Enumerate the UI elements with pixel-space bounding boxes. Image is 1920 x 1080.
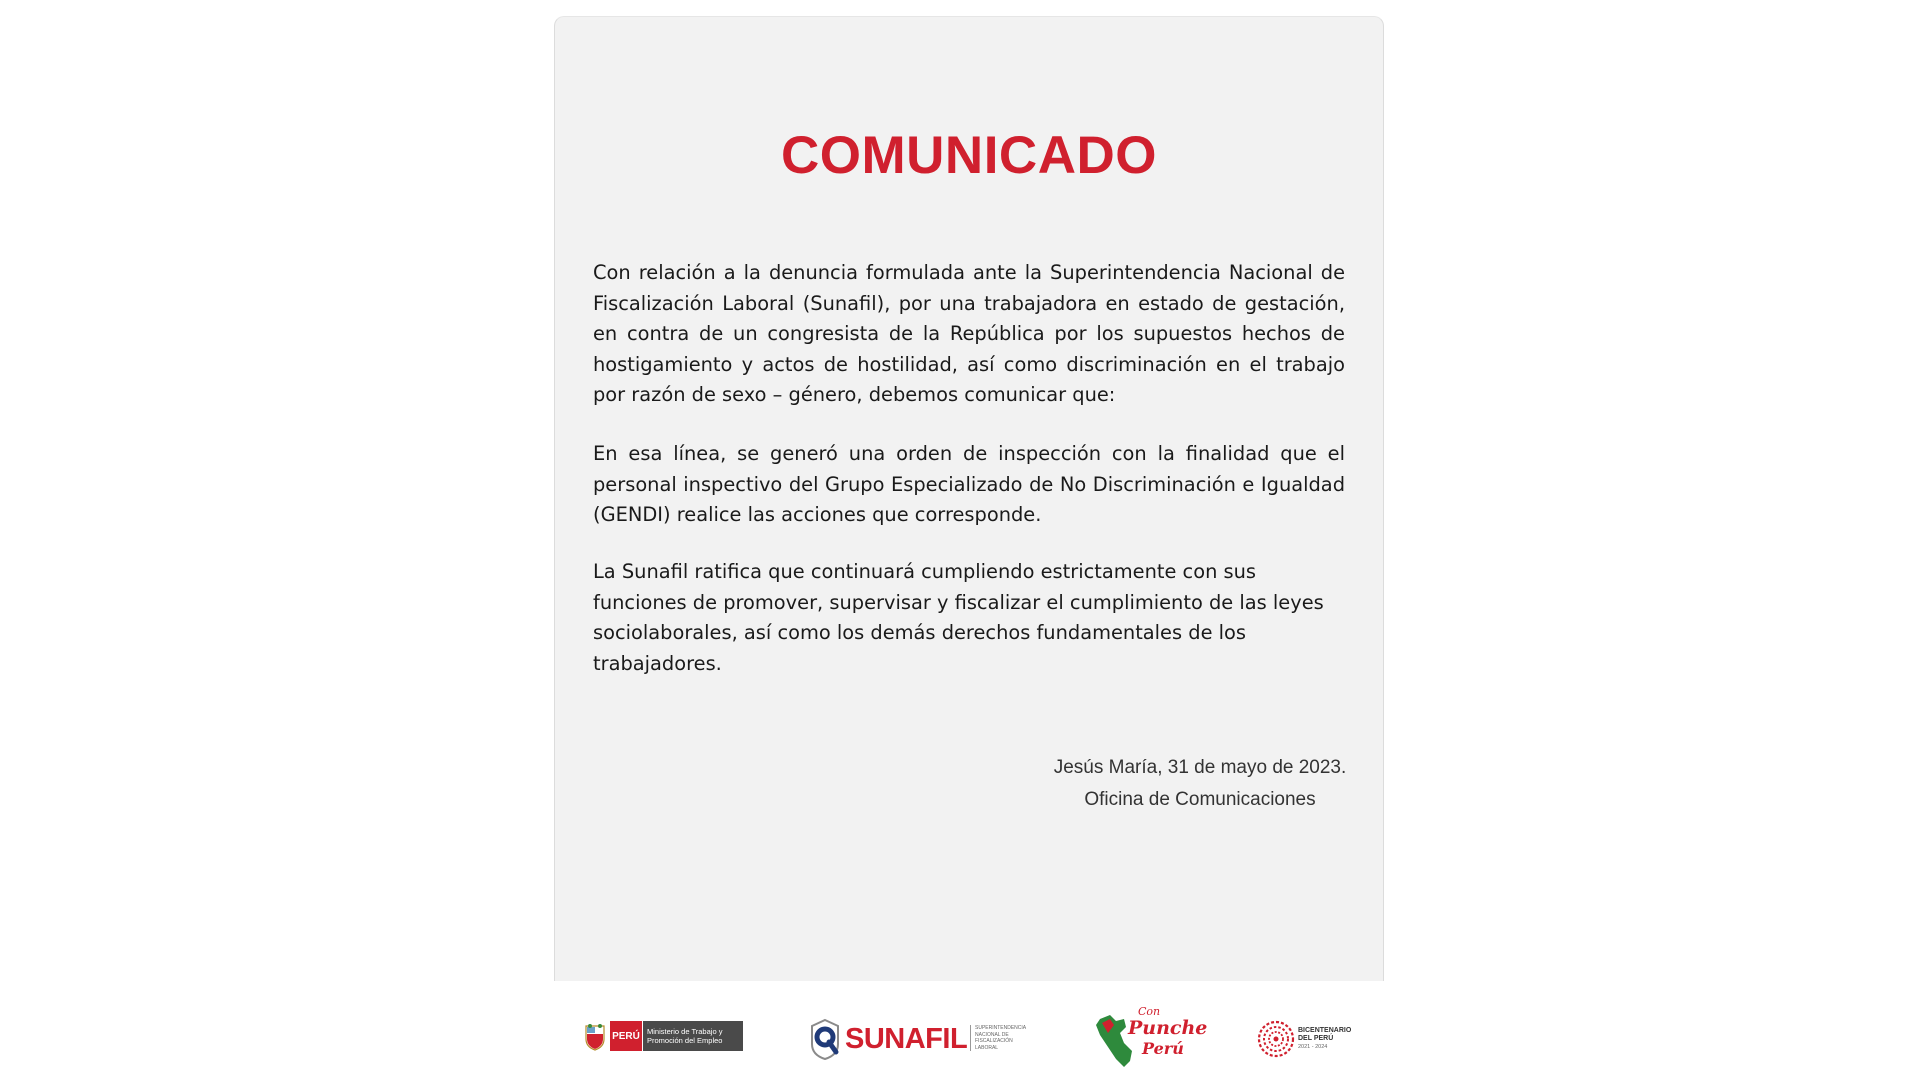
peru-label: PERÚ xyxy=(610,1021,642,1051)
punche-peru-text: Perú xyxy=(1142,1039,1184,1058)
paragraph-3: La Sunafil ratifica que continuará cumpliendo estrictamente con sus funciones de promover, supervisar y fiscalizar el cumplimiento de las leyes sociolaborales, así como los demás derechos fundamentales de los trabajadores. xyxy=(593,560,1324,675)
paragraph-1: Con relación a la denuncia formulada ante la Superintendencia Nacional de Fiscalización Laboral (Sunafil), por una trabajadora en estado de gestación, en contra de un congresista de la República por los supuestos hechos de hostigamiento y actos de hostilidad, así como discriminación en el trabajo por razón de sexo – género, debemos comunicar que: xyxy=(593,261,1345,406)
footer-logos xyxy=(554,981,1384,1080)
bicentenario-text xyxy=(1298,1027,1368,1051)
punche-con-text: Con xyxy=(1138,1005,1161,1018)
paragraph-2: En esa línea, se generó una orden de inspección con la finalidad que el personal inspectivo del Grupo Especializado de No Discriminación e Igualdad (GENDI) realice las acciones que corresponde. xyxy=(593,442,1345,526)
signature-place-date: Jesús María, 31 de mayo de 2023. xyxy=(1053,757,1347,778)
communique-card xyxy=(554,16,1384,981)
sunafil-divider xyxy=(970,1025,971,1051)
document-title: COMUNICADO xyxy=(781,126,1157,185)
sunafil-mark-icon xyxy=(809,1017,841,1061)
ministerio-trabajo-logo xyxy=(584,1017,746,1061)
peru-coat-of-arms-icon xyxy=(584,1023,606,1051)
sunafil-logo xyxy=(809,1017,1034,1061)
punche-word-text: Punche xyxy=(1128,1017,1208,1039)
bicentenario-line1: BICENTENARIO xyxy=(1298,1027,1352,1034)
signature-office: Oficina de Comunicaciones xyxy=(1084,789,1316,810)
bicentenario-logo xyxy=(1256,1017,1366,1061)
bicentenario-spiral-icon xyxy=(1256,1019,1296,1059)
ministerio-name: Ministerio de Trabajo y Promoción del Empleo xyxy=(643,1021,743,1051)
con-punche-peru-logo xyxy=(1094,1005,1208,1069)
sunafil-descriptor: SUPERINTENDENCIA NACIONAL DE FISCALIZACIÓN LABORAL xyxy=(975,1025,1026,1051)
bicentenario-line2: DEL PERÚ xyxy=(1298,1035,1334,1042)
sunafil-wordmark: SUNAFIL xyxy=(845,1023,968,1055)
bicentenario-years: 2021 - 2024 xyxy=(1298,1044,1328,1050)
